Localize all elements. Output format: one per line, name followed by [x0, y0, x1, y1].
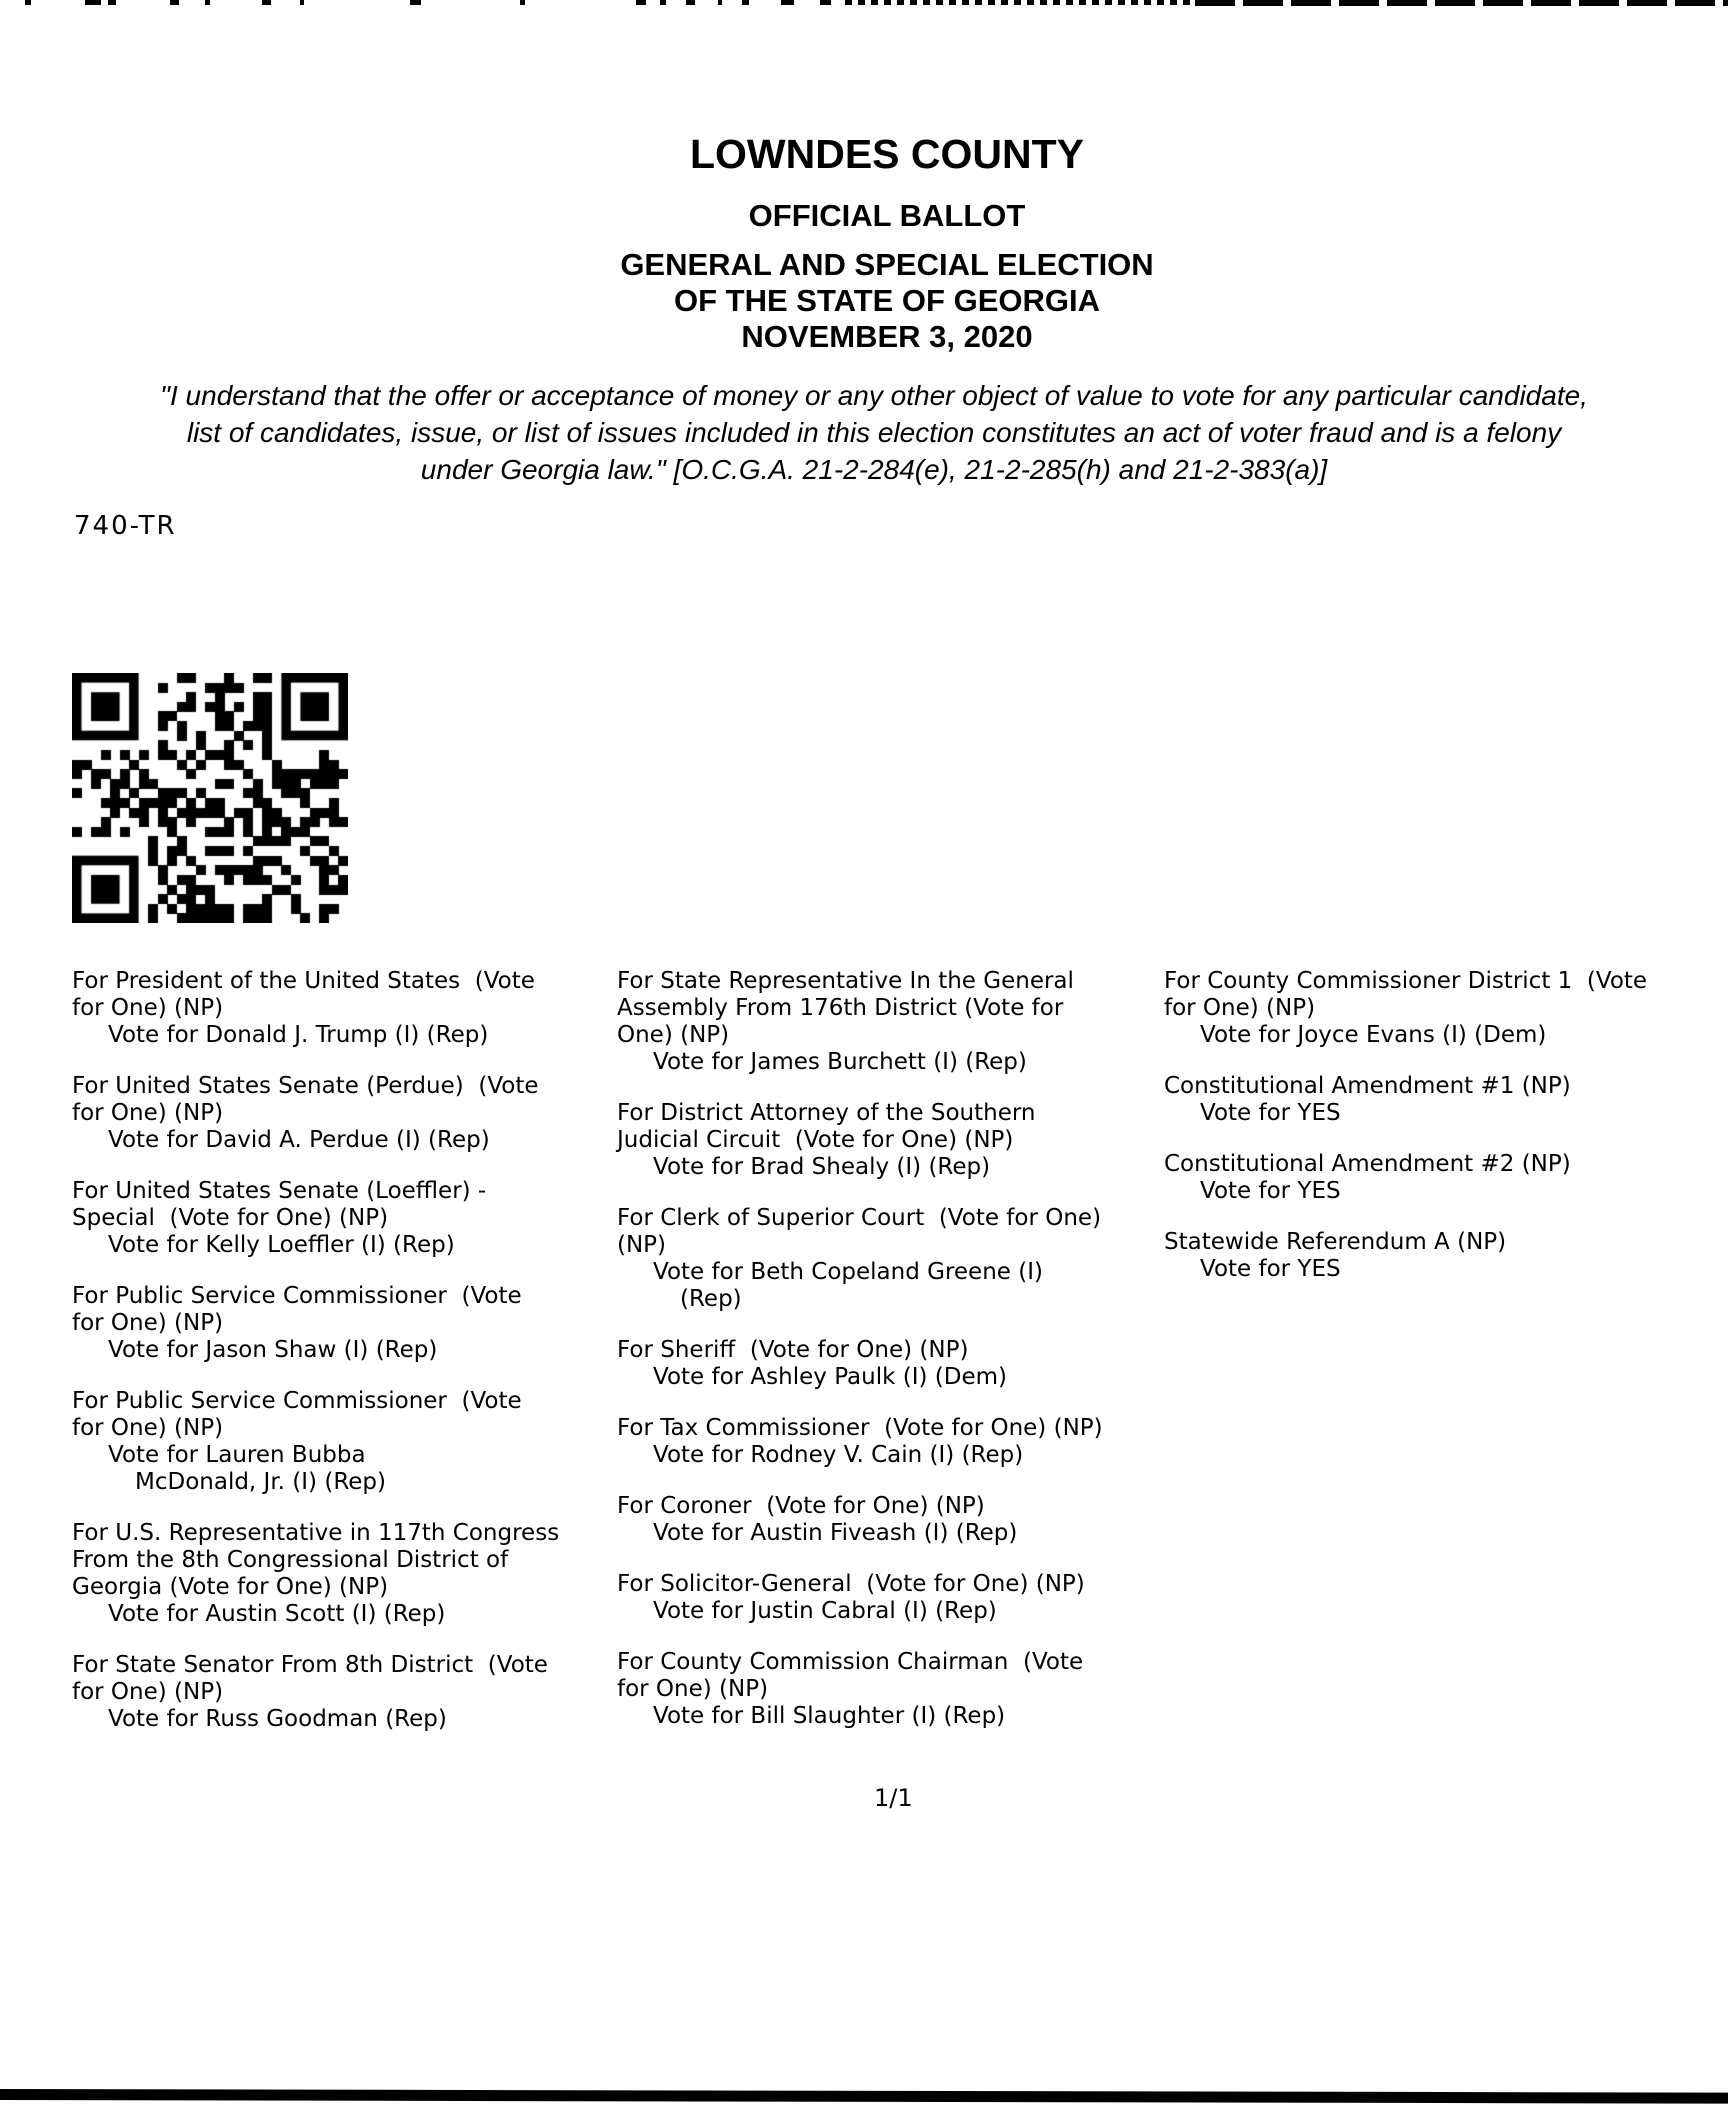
contest-title-line: Judicial Circuit (Vote for One) (NP): [617, 1127, 1014, 1153]
vote-for-line: Vote for Jason Shaw (I) (Rep): [108, 1337, 438, 1363]
contest-block: [617, 1205, 1169, 1313]
contest-title-line: From the 8th Congressional District of: [72, 1547, 509, 1573]
contest-title-line: For Tax Commissioner (Vote for One) (NP): [617, 1415, 1103, 1441]
contest-title-line: For State Representative In the General: [617, 968, 1074, 994]
vote-for-line: Vote for YES: [1200, 1100, 1341, 1126]
ballot-column-2: [617, 968, 1169, 1754]
ballot-column-3: [1164, 968, 1728, 1307]
contest-title-line: for One) (NP): [72, 1100, 224, 1126]
contest-title-line: For County Commissioner District 1 (Vote: [1164, 968, 1648, 994]
contest-title-line: for One) (NP): [72, 995, 224, 1021]
ballot-column-1: [72, 968, 624, 1757]
contest-title-line: For Coroner (Vote for One) (NP): [617, 1493, 985, 1519]
contest-block: [617, 1415, 1169, 1469]
contest-block: [1164, 1229, 1728, 1283]
qr-code: [72, 673, 348, 923]
vote-for-line: Vote for Brad Shealy (I) (Rep): [653, 1154, 991, 1180]
contest-title-line: Georgia (Vote for One) (NP): [72, 1574, 389, 1600]
contest-title-line: For Public Service Commissioner (Vote: [72, 1283, 522, 1309]
contest-title-line: For U.S. Representative in 117th Congress: [72, 1520, 560, 1546]
contest-title-line: Statewide Referendum A (NP): [1164, 1229, 1507, 1255]
contest-block: [617, 1649, 1169, 1730]
contest-title-line: for One) (NP): [1164, 995, 1316, 1021]
contest-block: [617, 1337, 1169, 1391]
vote-for-line: Vote for YES: [1200, 1178, 1341, 1204]
contest-title-line: for One) (NP): [72, 1679, 224, 1705]
contest-title-line: For United States Senate (Perdue) (Vote: [72, 1073, 539, 1099]
contest-block: [1164, 968, 1728, 1049]
contest-title-line: for One) (NP): [72, 1415, 224, 1441]
contest-title-line: For Clerk of Superior Court (Vote for One): [617, 1205, 1102, 1231]
election-title-line: GENERAL AND SPECIAL ELECTION: [620, 247, 1154, 282]
fraud-notice-line: list of candidates, issue, or list of issues included in this election constitutes an act of voter fraud and is a felony: [186, 417, 1562, 448]
ballot-type-title: OFFICIAL BALLOT: [748, 198, 1026, 233]
contest-title-line: For District Attorney of the Southern: [617, 1100, 1036, 1126]
ballot-style-code: 740-TR: [74, 511, 177, 541]
election-title-line: OF THE STATE OF GEORGIA: [674, 283, 1100, 318]
contest-title-line: (NP): [617, 1232, 667, 1258]
contest-block: [617, 1493, 1169, 1547]
contest-block: [72, 968, 624, 1049]
contest-title-line: Special (Vote for One) (NP): [72, 1205, 389, 1231]
vote-for-line: Vote for Donald J. Trump (I) (Rep): [108, 1022, 489, 1048]
contest-title-line: Constitutional Amendment #1 (NP): [1164, 1073, 1571, 1099]
contest-title-line: One) (NP): [617, 1022, 730, 1048]
vote-for-line: Vote for Rodney V. Cain (I) (Rep): [653, 1442, 1024, 1468]
vote-for-line: Vote for Austin Scott (I) (Rep): [108, 1601, 446, 1627]
contest-block: [1164, 1151, 1728, 1205]
contest-block: [72, 1652, 624, 1733]
contest-block: [617, 1571, 1169, 1625]
contest-block: [72, 1283, 624, 1364]
contest-block: [617, 968, 1169, 1076]
vote-for-line: Vote for YES: [1200, 1256, 1341, 1282]
contest-block: [617, 1100, 1169, 1181]
contest-title-line: For Solicitor-General (Vote for One) (NP): [617, 1571, 1085, 1597]
vote-for-line: Vote for James Burchett (I) (Rep): [653, 1049, 1027, 1075]
contest-title-line: Constitutional Amendment #2 (NP): [1164, 1151, 1571, 1177]
contest-title-line: for One) (NP): [72, 1310, 224, 1336]
vote-for-line: Vote for Ashley Paulk (I) (Dem): [653, 1364, 1007, 1390]
contest-title-line: Assembly From 176th District (Vote for: [617, 995, 1064, 1021]
county-title: LOWNDES COUNTY: [689, 131, 1085, 177]
scan-artifact-bottom-bar: [0, 2089, 1728, 2104]
vote-for-line: Vote for Kelly Loeffler (I) (Rep): [108, 1232, 455, 1258]
vote-for-line: Vote for Russ Goodman (Rep): [108, 1706, 447, 1732]
vote-for-line: Vote for Beth Copeland Greene (I): [653, 1259, 1043, 1285]
fraud-notice: [0, 377, 1728, 488]
contest-title-line: For United States Senate (Loeffler) -: [72, 1178, 487, 1204]
contest-title-line: For President of the United States (Vote: [72, 968, 535, 994]
vote-for-line: Vote for Justin Cabral (I) (Rep): [653, 1598, 997, 1624]
vote-for-line: Vote for Joyce Evans (I) (Dem): [1200, 1022, 1547, 1048]
page-number: 1/1: [874, 1784, 913, 1812]
vote-for-line: Vote for Lauren Bubba: [108, 1442, 366, 1468]
vote-for-line: McDonald, Jr. (I) (Rep): [135, 1469, 386, 1495]
contest-title-line: for One) (NP): [617, 1676, 769, 1702]
contest-block: [72, 1388, 624, 1496]
election-title: [0, 247, 1728, 355]
fraud-notice-line: "I understand that the offer or acceptance of money or any other object of value to vote for any particular candidate,: [160, 380, 1588, 411]
vote-for-line: Vote for David A. Perdue (I) (Rep): [108, 1127, 490, 1153]
contest-block: [72, 1520, 624, 1628]
contest-block: [72, 1073, 624, 1154]
contest-block: [72, 1178, 624, 1259]
election-title-line: NOVEMBER 3, 2020: [741, 319, 1033, 354]
contest-title-line: For State Senator From 8th District (Vote: [72, 1652, 548, 1678]
vote-for-line: (Rep): [680, 1286, 742, 1312]
contest-title-line: For Public Service Commissioner (Vote: [72, 1388, 522, 1414]
contest-block: [1164, 1073, 1728, 1127]
vote-for-line: Vote for Austin Fiveash (I) (Rep): [653, 1520, 1018, 1546]
fraud-notice-line: under Georgia law." [O.C.G.A. 21-2-284(e), 21-2-285(h) and 21-2-383(a)]: [420, 454, 1328, 485]
contest-title-line: For County Commission Chairman (Vote: [617, 1649, 1084, 1675]
contest-title-line: For Sheriff (Vote for One) (NP): [617, 1337, 969, 1363]
vote-for-line: Vote for Bill Slaughter (I) (Rep): [653, 1703, 1006, 1729]
